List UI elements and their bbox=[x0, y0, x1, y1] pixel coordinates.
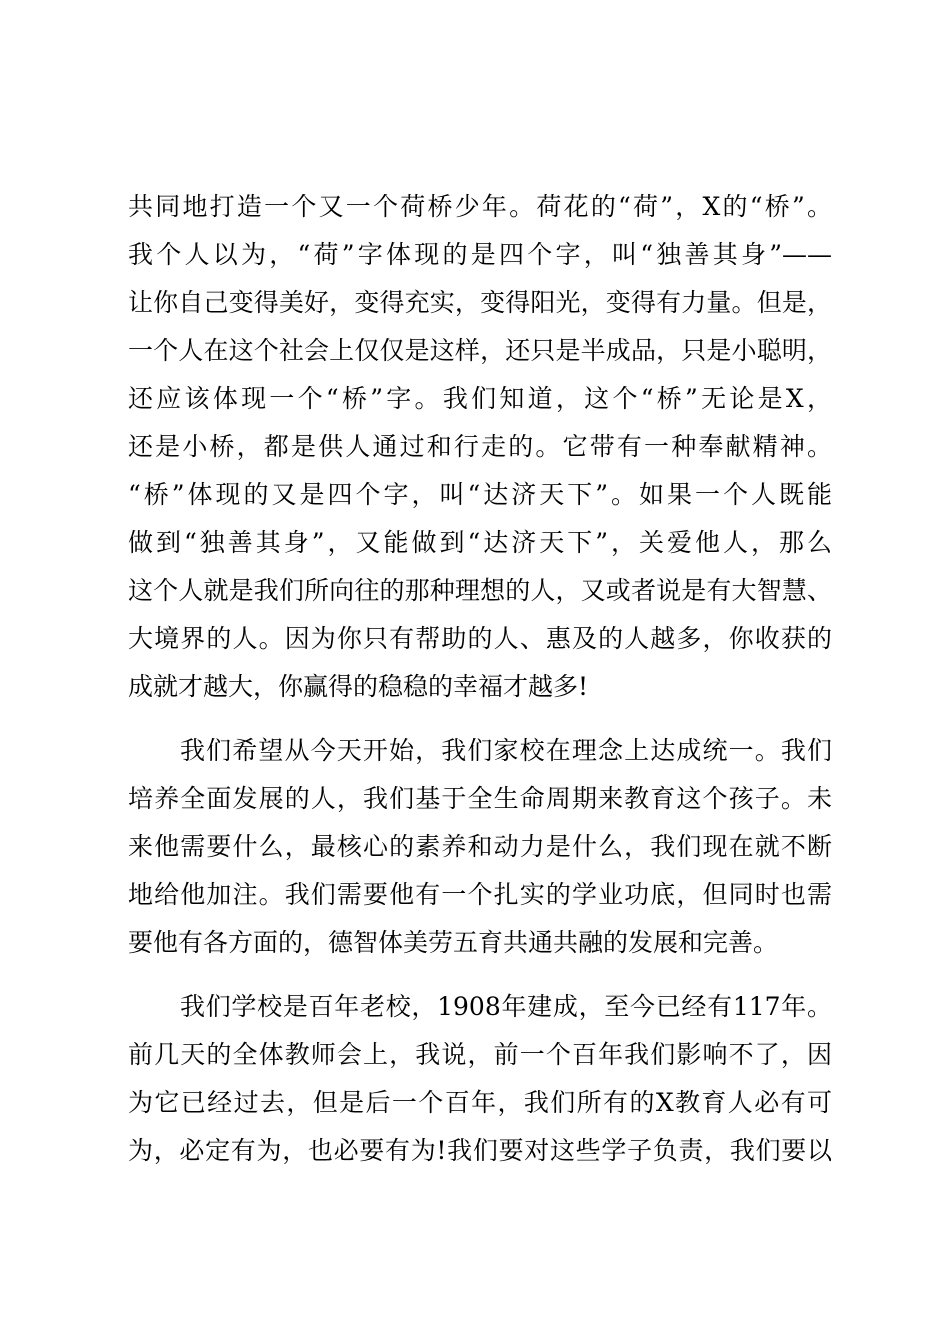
text-line: 我们学校是百年老校，1908年建成，至今已经有117年。 bbox=[180, 992, 832, 1021]
text-line: 大境界的人。因为你只有帮助的人、惠及的人越多，你收获的 bbox=[128, 624, 832, 653]
text-line: 为它已经过去，但是后一个百年，我们所有的X教育人必有可 bbox=[128, 1088, 832, 1117]
text-line: 让你自己变得美好，变得充实，变得阳光，变得有力量。但是， bbox=[128, 288, 832, 317]
text-line: 做到“独善其身”，又能做到“达济天下”，关爱他人，那么 bbox=[128, 528, 832, 557]
text-line: 这个人就是我们所向往的那种理想的人，又或者说是有大智慧、 bbox=[128, 576, 832, 605]
text-line: 前几天的全体教师会上，我说，前一个百年我们影响不了，因 bbox=[128, 1040, 832, 1069]
text-line: 地给他加注。我们需要他有一个扎实的学业功底，但同时也需 bbox=[128, 880, 832, 909]
text-line: 我们希望从今天开始，我们家校在理念上达成统一。我们 bbox=[180, 736, 832, 765]
text-line: 我个人以为，“荷”字体现的是四个字，叫“独善其身”—— bbox=[128, 240, 832, 269]
text-line: 培养全面发展的人，我们基于全生命周期来教育这个孩子。未 bbox=[128, 784, 832, 813]
text-line: 一个人在这个社会上仅仅是这样，还只是半成品，只是小聪明， bbox=[128, 336, 832, 365]
text-line: 还应该体现一个“桥”字。我们知道，这个“桥”无论是X， bbox=[128, 384, 832, 413]
document-page bbox=[128, 183, 832, 1191]
text-line: 还是小桥，都是供人通过和行走的。它带有一种奉献精神。 bbox=[128, 432, 832, 461]
text-line: 成就才越大，你赢得的稳稳的幸福才越多! bbox=[128, 672, 589, 701]
text-line: 要他有各方面的，德智体美劳五育共通共融的发展和完善。 bbox=[128, 928, 779, 957]
paragraph-3 bbox=[128, 983, 832, 1175]
text-line: 为，必定有为，也必要有为!我们要对这些学子负责，我们要以 bbox=[128, 1136, 832, 1165]
paragraph-1 bbox=[128, 183, 832, 711]
paragraph-2 bbox=[128, 727, 832, 967]
text-line: 来他需要什么，最核心的素养和动力是什么，我们现在就不断 bbox=[128, 832, 832, 861]
text-line: 共同地打造一个又一个荷桥少年。荷花的“荷”，X的“桥”。 bbox=[128, 192, 832, 221]
text-line: “桥”体现的又是四个字，叫“达济天下”。如果一个人既能 bbox=[128, 480, 832, 509]
